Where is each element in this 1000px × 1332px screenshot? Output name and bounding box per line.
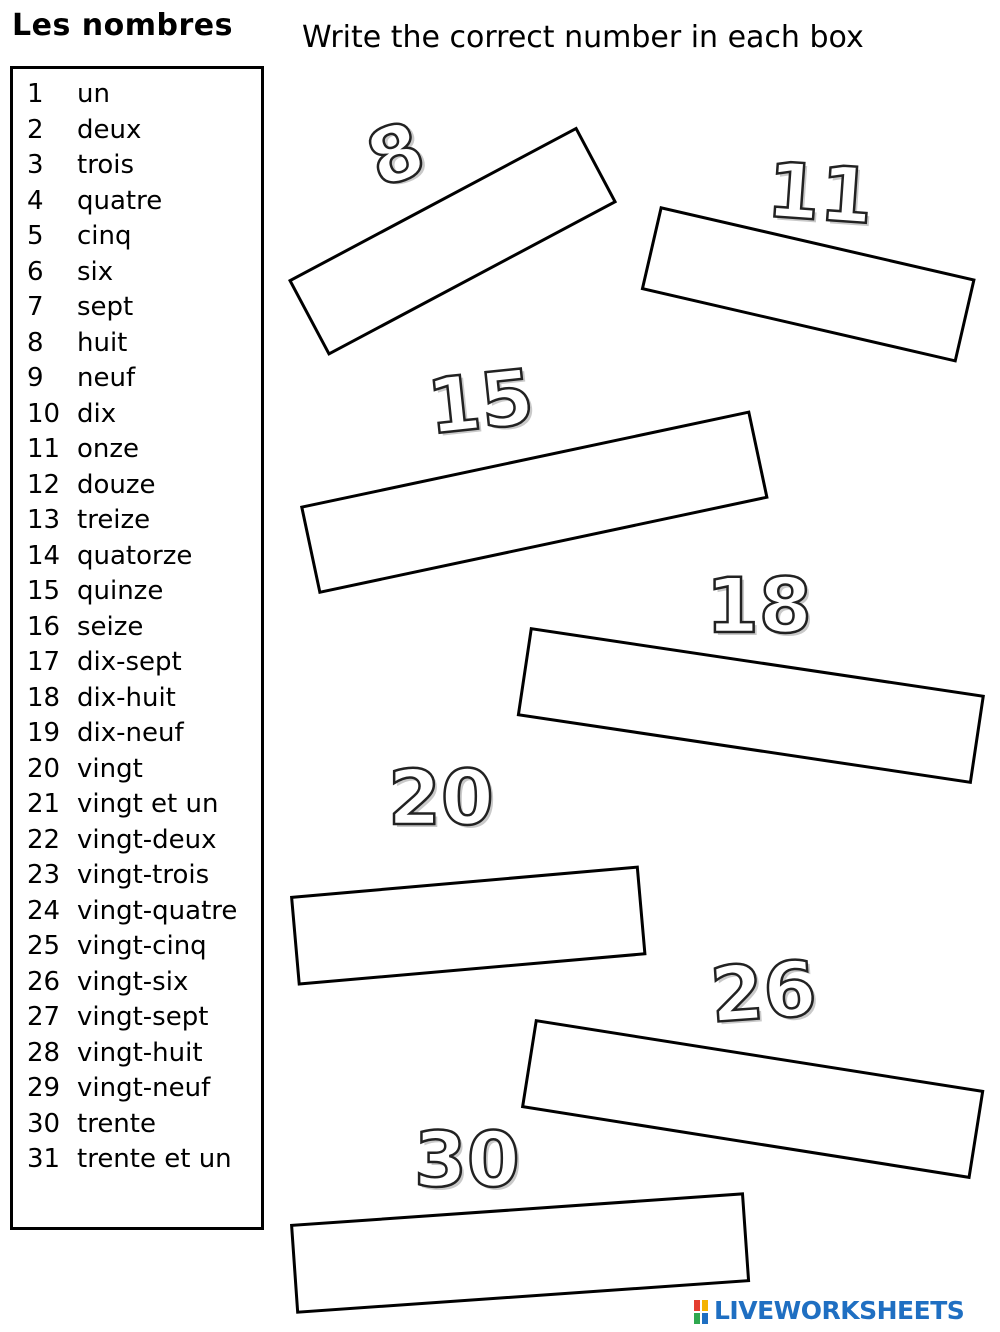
list-item: 21 vingt et un: [27, 789, 219, 819]
prompt-number-26: 26: [707, 943, 820, 1040]
list-item: 17 dix-sept: [27, 647, 182, 677]
page-title: Les nombres: [12, 8, 233, 43]
list-item: 12 douze: [27, 469, 156, 500]
prompt-number-20: 20: [388, 753, 494, 842]
vocabulary-list-box: [10, 66, 264, 1230]
brand-name: LIVEWORKSHEETS: [714, 1296, 965, 1325]
prompt-number-18: 18: [706, 561, 812, 650]
list-item: 4 quatre: [27, 185, 163, 216]
answer-box-18[interactable]: [517, 627, 985, 784]
list-item: 16 seize: [27, 611, 144, 642]
prompt-number-15: 15: [423, 351, 538, 452]
list-item: 3 trois: [27, 150, 134, 180]
list-item: 14 quatorze: [27, 540, 193, 571]
list-item: 18 dix-huit: [27, 682, 176, 713]
list-item: 29 vingt-neuf: [27, 1073, 211, 1103]
list-item: 11 onze: [27, 434, 140, 464]
list-item: 24 vingt-quatre: [27, 895, 238, 926]
list-item: 28 vingt-huit: [27, 1037, 203, 1068]
list-item: 26 vingt-six: [27, 966, 189, 997]
list-item: 27 vingt-sept: [27, 1002, 209, 1032]
prompt-number-11: 11: [764, 145, 876, 242]
list-item: 5 cinq: [27, 221, 132, 251]
instruction-text: Write the correct number in each box: [302, 20, 864, 55]
list-item: 20 vingt: [27, 753, 143, 784]
liveworksheets-logo-icon: [694, 1300, 710, 1324]
answer-input-8[interactable]: [292, 129, 617, 354]
list-item: 7 sept: [27, 292, 134, 322]
list-item: 25 vingt-cinq: [27, 931, 207, 961]
answer-box-30[interactable]: [290, 1192, 750, 1314]
list-item: 30 trente: [27, 1108, 156, 1139]
answer-input-26[interactable]: [524, 1022, 985, 1178]
list-item: 19 dix-neuf: [27, 718, 184, 748]
prompt-number-8: 8: [355, 103, 436, 206]
list-item: 22 vingt-deux: [27, 824, 217, 855]
list-item: 13 treize: [27, 505, 151, 535]
answer-input-30[interactable]: [293, 1195, 751, 1312]
list-item: 10 dix: [27, 398, 117, 429]
answer-box-8[interactable]: [288, 126, 617, 355]
list-item: 2 deux: [27, 114, 142, 145]
answer-box-26[interactable]: [521, 1019, 984, 1179]
vocabulary-list: [27, 77, 237, 1178]
answer-input-20[interactable]: [293, 868, 647, 984]
list-item: 8 huit: [27, 327, 128, 358]
list-item: 15 quinze: [27, 576, 164, 606]
answer-box-20[interactable]: [290, 865, 647, 985]
list-item: 23 vingt-trois: [27, 860, 210, 890]
list-item: 31 trente et un: [27, 1144, 232, 1174]
answer-input-18[interactable]: [520, 630, 986, 783]
list-item: 9 neuf: [27, 363, 136, 393]
prompt-number-30: 30: [414, 1115, 520, 1204]
list-item: 1 un: [27, 79, 110, 109]
list-item: 6 six: [27, 256, 114, 287]
